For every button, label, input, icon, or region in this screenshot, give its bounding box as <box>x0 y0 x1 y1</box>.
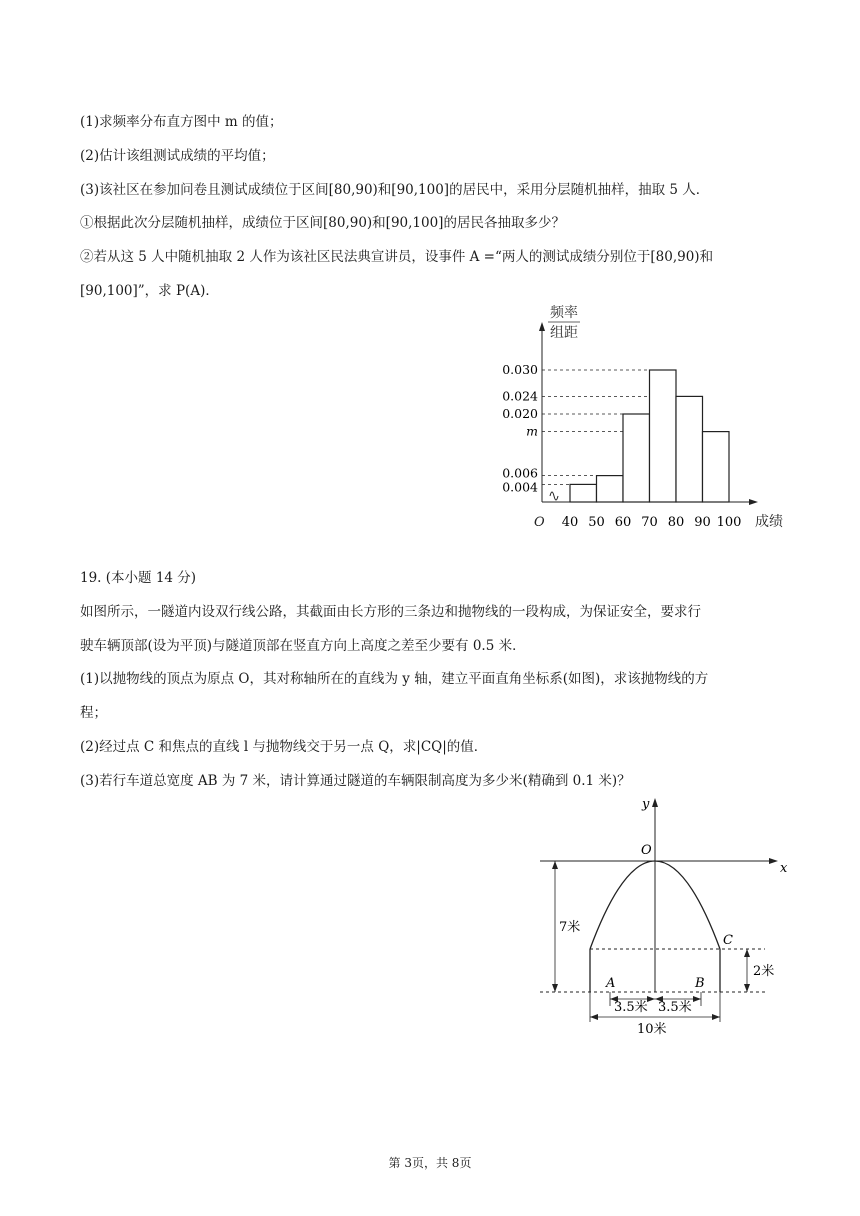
q19-part3: (3)若行车道总宽度 AB 为 7 米，请计算通过隧道的车辆限制高度为多少米(精确到 0.1 米)？ <box>80 773 631 789</box>
q18-sub2-line2: [90,100]”，求 P(A)． <box>80 283 219 299</box>
tunnel-label-C: C <box>723 933 733 948</box>
histogram-bar <box>650 370 677 502</box>
histogram-x-arrow <box>749 499 758 505</box>
q19-part2: (2)经过点 C 和焦点的直线 l 与抛物线交于另一点 Q，求|CQ|的值． <box>80 739 488 755</box>
q18-part3: (3)该社区在参加问卷且测试成绩位于区间[80,90)和[90,100]的居民中，采用分层随机抽样，抽取 5 人． <box>80 182 710 198</box>
histogram-ylabel-top: 频率 <box>550 305 578 321</box>
histogram-origin: O <box>534 515 545 530</box>
dim-35-arrow-right <box>693 996 701 1002</box>
histogram-y-tick: 0.024 <box>502 388 538 404</box>
dim-10-label: 10米 <box>637 1022 667 1037</box>
histogram-x-tick: 60 <box>614 515 632 530</box>
q18-sub1: ①根据此次分层随机抽样，成绩位于区间[80,90)和[90,100]的居民各抽取多少？ <box>80 215 565 231</box>
dim-7-arrow-bottom <box>552 984 558 992</box>
dim-35-arrow-mid-left <box>647 996 655 1002</box>
histogram-bar <box>623 414 650 502</box>
histogram-x-tick: 70 <box>641 515 658 530</box>
tunnel-label-x: x <box>780 861 788 876</box>
histogram-bar <box>703 432 730 502</box>
histogram-y-tick: 0.006 <box>502 465 538 481</box>
page-footer: 第 3页，共 8页 <box>388 1156 472 1170</box>
dim-10-arrow-left <box>590 1014 598 1020</box>
q19-part1-line2: 程； <box>80 705 107 721</box>
histogram-ylabel-bottom: 组距 <box>550 325 578 341</box>
histogram-y-tick: 0.020 <box>502 406 538 421</box>
histogram-x-tick: 50 <box>588 515 605 530</box>
histogram-y-arrow <box>539 322 545 331</box>
histogram-bar <box>676 396 703 502</box>
tunnel-label-B: B <box>695 976 705 991</box>
q18-sub2-line1: ②若从这 5 人中随机抽取 2 人作为该社区民法典宣讲员，设事件 A =“两人的测试成绩分别位于[80,90)和 <box>80 249 714 265</box>
q19-intro-line2: 驶车辆顶部(设为平顶)与隧道顶部在竖直方向上高度之差至少要有 0.5 米． <box>80 638 526 654</box>
axis-break-mark <box>550 492 558 500</box>
histogram-y-tick: m <box>526 423 538 439</box>
dim-2-arrow-bottom <box>744 984 750 992</box>
tunnel-label-y: y <box>642 797 650 812</box>
dim-35-right-label: 3.5米 <box>658 1000 692 1015</box>
tunnel-y-arrow <box>652 798 658 807</box>
q18-part1: (1)求频率分布直方图中 m 的值； <box>80 114 283 130</box>
q19-intro-line1: 如图所示，一隧道内设双行线公路，其截面由长方形的三条边和抛物线的一段构成，为保证安全，要求行 <box>80 604 701 620</box>
frequency-histogram <box>490 300 800 540</box>
histogram-y-tick: 0.004 <box>502 479 538 495</box>
histogram-x-tick: 100 <box>716 515 742 530</box>
dim-35-left-label: 3.5米 <box>614 1000 648 1015</box>
q19-header: 19. (本小题 14 分) <box>80 570 197 586</box>
histogram-x-tick: 40 <box>561 515 579 530</box>
dim-7-arrow-top <box>552 861 558 869</box>
histogram-xlabel: 成绩 <box>755 514 783 530</box>
dim-2-label: 2米 <box>753 964 775 979</box>
tunnel-label-origin: O <box>641 843 652 858</box>
dim-10-arrow-right <box>712 1014 720 1020</box>
tunnel-diagram <box>535 792 795 1042</box>
histogram-x-tick: 80 <box>667 515 685 530</box>
histogram-bar <box>597 476 624 502</box>
dim-7-label: 7米 <box>559 920 581 935</box>
histogram-y-tick: 0.030 <box>502 362 538 377</box>
histogram-x-tick: 90 <box>694 515 711 530</box>
tunnel-label-A: A <box>606 976 616 991</box>
tunnel-x-arrow <box>769 858 778 864</box>
q19-part1-line1: (1)以抛物线的顶点为原点 O，其对称轴所在的直线为 y 轴，建立平面直角坐标系(如图)，求该抛物线的方 <box>80 671 709 687</box>
dim-2-arrow-top <box>744 949 750 957</box>
q18-part2: (2)估计该组测试成绩的平均值； <box>80 148 275 164</box>
histogram-bar <box>570 484 597 502</box>
